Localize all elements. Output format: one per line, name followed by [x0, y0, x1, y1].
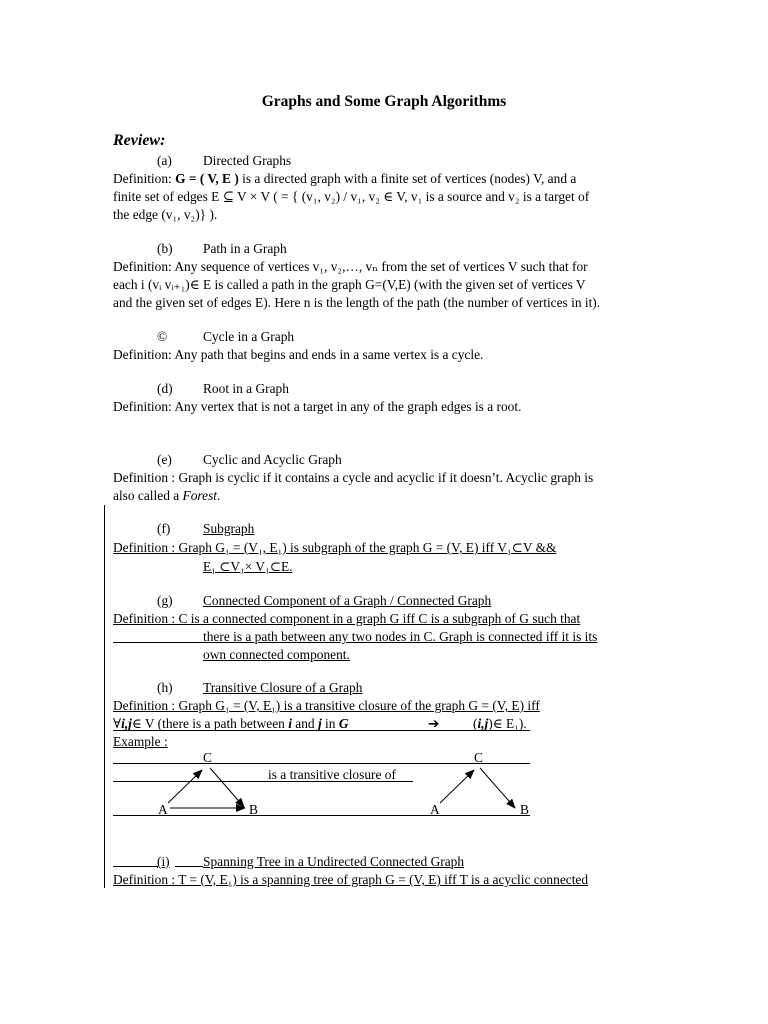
marker-h: (h)	[157, 680, 173, 695]
def-c-line1: Definition: Any path that begins and ends in a same vertex is a cycle.	[113, 347, 484, 362]
implies-arrow: ➔	[428, 716, 440, 731]
node-b-left: B	[249, 802, 258, 817]
node-c-right: C	[474, 750, 483, 765]
def-e-line2: also called a Forest.	[113, 488, 221, 503]
heading-e: Cyclic and Acyclic Graph	[203, 452, 342, 467]
heading-g: Connected Component of a Graph / Connected Graph	[203, 593, 492, 608]
example-label: Example :	[113, 734, 168, 749]
def-a-line2: finite set of edges E ⊆ V × V ( = { (v₁, v₂) / v₁, v₂ ∈ V, v₁ is a source and v₂ is a target of	[113, 189, 590, 204]
marker-e: (e)	[157, 452, 172, 467]
revision-bar	[104, 505, 105, 888]
example-rule-1	[113, 763, 530, 764]
def-h-line2: ∀i,j∈ V (there is a path between i and j in G	[113, 716, 349, 731]
def-b-line3: and the given set of edges E). Here n is the length of the path (the number of vertices in it).	[113, 295, 601, 310]
underline-i-lead	[113, 866, 158, 867]
def-d-line1: Definition: Any vertex that is not a target in any of the graph edges is a root.	[113, 399, 522, 414]
edge-c-b-left	[210, 768, 244, 807]
heading-i: Spanning Tree in a Undirected Connected Graph	[203, 854, 465, 869]
def-b-line2: each i (vᵢ vᵢ₊₁)∈ E is called a path in the graph G=(V,E) (with the given set of vertices V	[113, 277, 586, 292]
heading-c: Cycle in a Graph	[203, 329, 295, 344]
def-h-line1: Definition : Graph G₁ = (V, E₁) is a transitive closure of the graph G = (V, E) iff	[113, 698, 540, 713]
marker-g: (g)	[157, 593, 173, 608]
closure-caption: is a transitive closure of	[268, 767, 396, 782]
edge-a-c-left	[168, 770, 202, 803]
def-h-line2-end: (i,j)∈ E₁).	[473, 716, 527, 731]
node-b-right: B	[520, 802, 529, 817]
heading-h: Transitive Closure of a Graph	[203, 680, 363, 695]
marker-b: (b)	[157, 241, 173, 256]
def-a-line3: the edge (v₁, v₂)} ).	[113, 207, 218, 222]
node-a-left: A	[158, 802, 168, 817]
def-g-line1: Definition : C is a connected component in a graph G iff C is a subgraph of G such that	[113, 611, 581, 626]
node-a-right: A	[430, 802, 440, 817]
def-e-line1: Definition : Graph is cyclic if it contains a cycle and acyclic if it doesn’t. Acyclic graph is	[113, 470, 594, 485]
heading-f: Subgraph	[203, 521, 255, 536]
marker-f: (f)	[157, 521, 171, 536]
heading-d: Root in a Graph	[203, 381, 289, 396]
def-f-line2: E₁ ⊂V₁× V₁⊂E.	[203, 559, 293, 574]
underline-i-gap	[175, 866, 203, 867]
def-f-line1: Definition : Graph G₁ = (V₁, E₁) is subgraph of the graph G = (V, E) iff V₁⊂V &&	[113, 540, 557, 555]
heading-b: Path in a Graph	[203, 241, 287, 256]
underline-spacer	[113, 642, 203, 643]
example-rule-3	[113, 815, 530, 816]
marker-i: (i)	[157, 854, 170, 869]
edge-c-b-right	[480, 768, 515, 808]
edge-a-c-right	[440, 770, 474, 803]
def-a-line1: Definition: G = ( V, E ) is a directed graph with a finite set of vertices (nodes) V, and a	[113, 171, 577, 186]
review-heading: Review:	[113, 132, 166, 149]
def-g-line3: own connected component.	[203, 647, 350, 662]
def-b-line1: Definition: Any sequence of vertices v₁, v₂,…, vₙ from the set of vertices V such that for	[113, 259, 588, 274]
marker-a: (a)	[157, 153, 172, 168]
heading-a: Directed Graphs	[203, 153, 292, 168]
def-g-line2: there is a path between any two nodes in C. Graph is connected iff it is its	[203, 629, 598, 644]
marker-c: ©	[157, 329, 168, 344]
marker-d: (d)	[157, 381, 173, 396]
node-c-left: C	[203, 750, 212, 765]
document-title: Graphs and Some Graph Algorithms	[261, 93, 507, 110]
def-i-line1: Definition : T = (V, E₁) is a spanning tree of graph G = (V, E) iff T is a acyclic connected	[113, 872, 589, 887]
